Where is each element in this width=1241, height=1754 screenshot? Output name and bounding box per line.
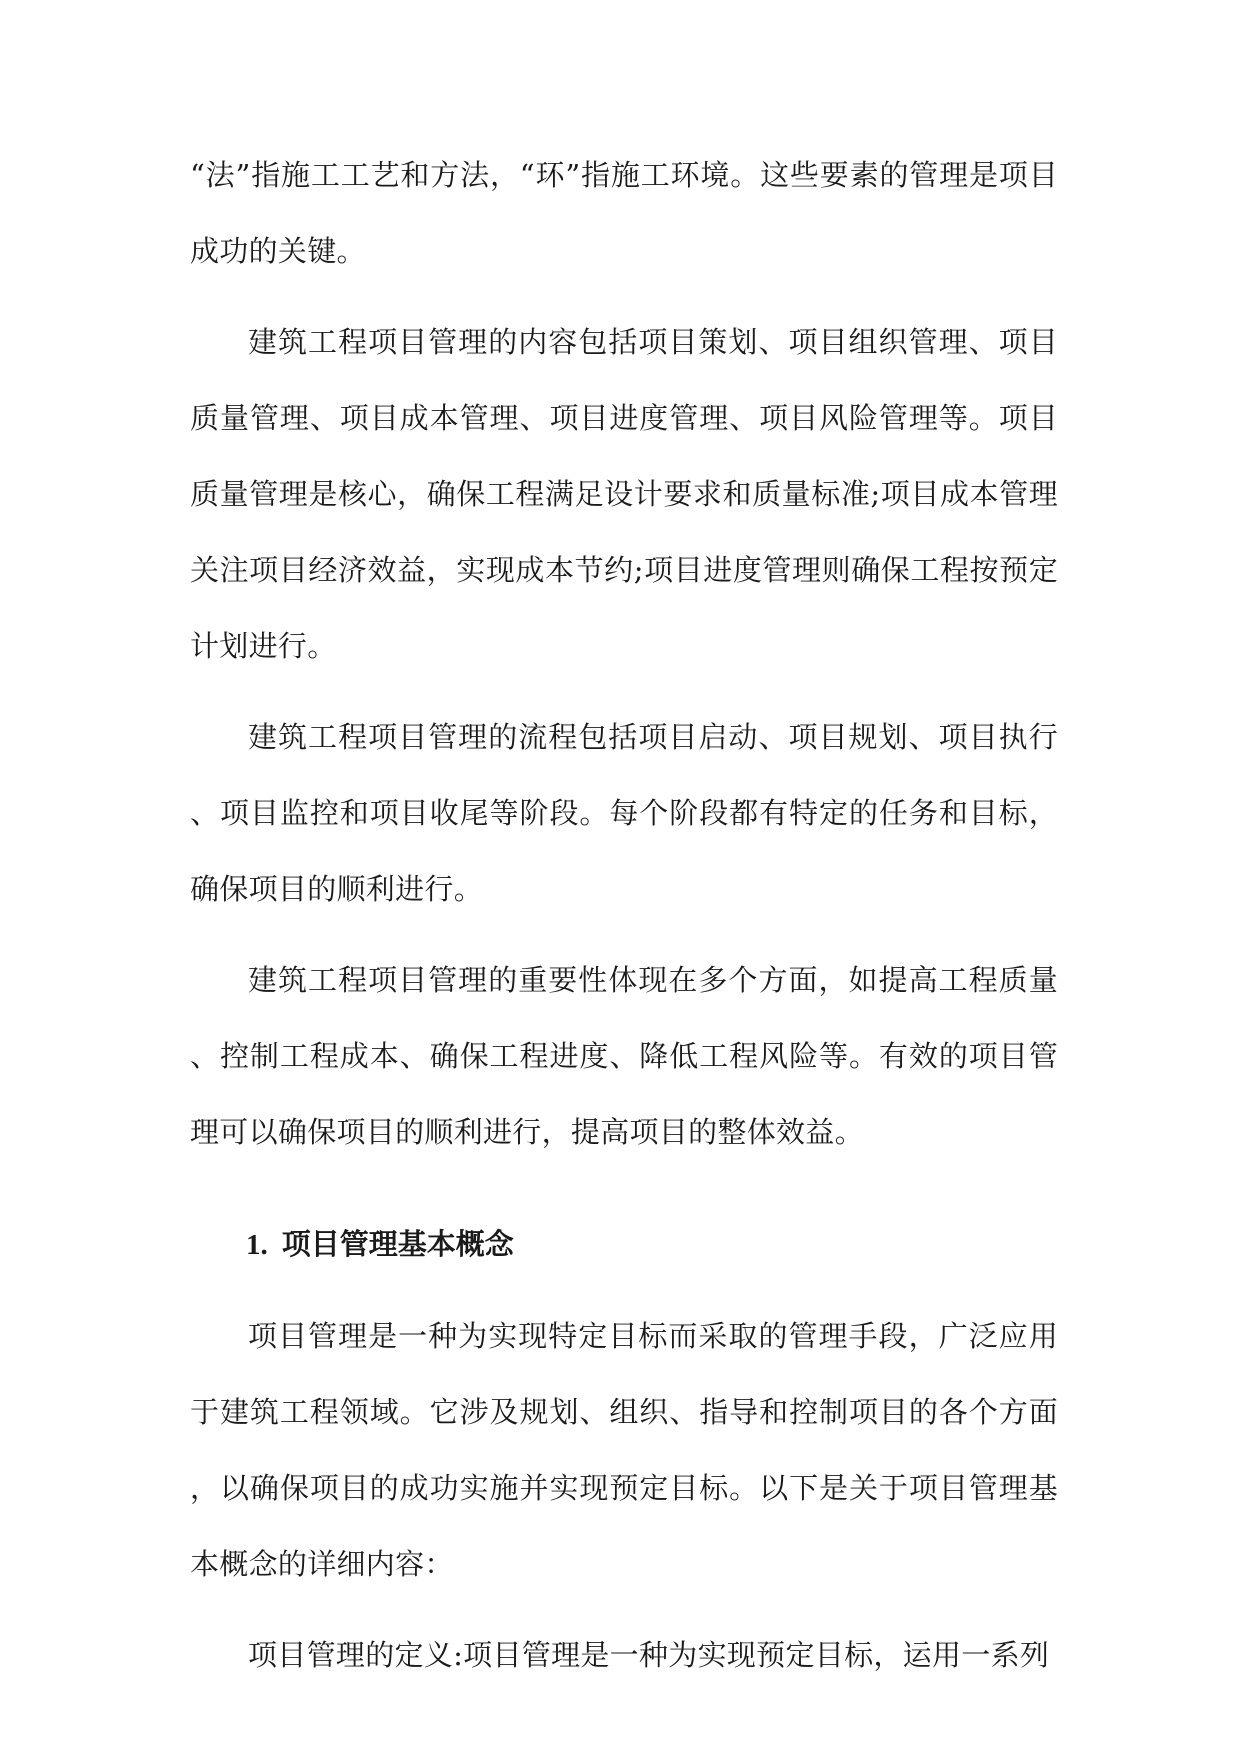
body-paragraph: 项目管理的定义:项目管理是一种为实现预定目标，运用一系列 [248,1638,1050,1672]
section-title: 项目管理基本概念 [281,1227,514,1261]
body-paragraph: 建筑工程项目管理的流程包括项目启动、项目规划、项目执行、项目监控和项目收尾等阶段。每个阶段都有特定的任务和目标，确保项目的顺利进行。 [190,720,1058,906]
body-paragraph: 项目管理是一种为实现特定目标而采取的管理手段，广泛应用于建筑工程领域。它涉及规划、组织、指导和控制项目的各个方面，以确保项目的成功实施并实现预定目标。以下是关于项目管理基本概念的详细内容： [190,1319,1058,1581]
section-heading [190,1206,1058,1283]
document-page [190,137,1058,1708]
body-paragraph: 建筑工程项目管理的重要性体现在多个方面，如提高工程质量、控制工程成本、确保工程进度、降低工程风险等。有效的项目管理可以确保项目的顺利进行，提高项目的整体效益。 [190,963,1058,1149]
body-paragraph: “法”指施工工艺和方法，“环”指施工环境。这些要素的管理是项目成功的关键。 [190,158,1058,268]
body-paragraph: 建筑工程项目管理的内容包括项目策划、项目组织管理、项目质量管理、项目成本管理、项目进度管理、项目风险管理等。项目质量管理是核心，确保工程满足设计要求和质量标准;项目成本管理关注项目经济效益，实现成本节约;项目进度管理则确保工程按预定计划进行。 [190,325,1058,663]
section-number: 1. [246,1229,268,1261]
